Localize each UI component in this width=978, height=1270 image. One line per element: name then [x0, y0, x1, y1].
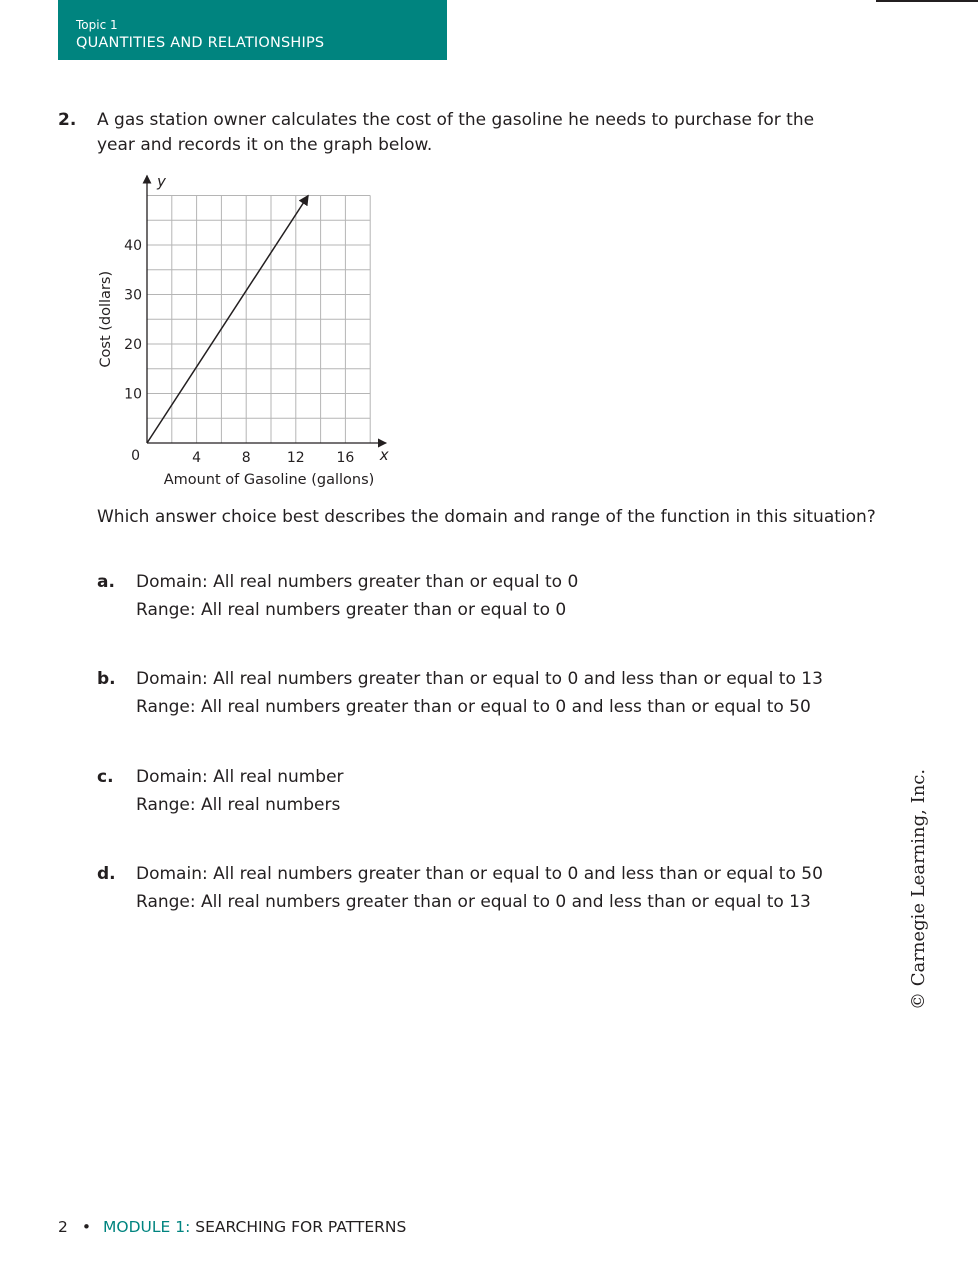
question-prompt: Which answer choice best describes the domain and range of the function in this situation? — [97, 507, 876, 527]
grid — [147, 196, 370, 444]
choice-domain: Domain: All real numbers greater than or equal to 0 and less than or equal to 13 — [136, 669, 823, 689]
topic-banner — [58, 0, 447, 60]
topic-label: Topic 1 — [76, 18, 118, 32]
choice-letter: b. — [97, 669, 116, 689]
footer — [58, 1218, 406, 1236]
choice-range: Range: All real numbers — [136, 794, 341, 815]
choice-domain: Domain: All real numbers greater than or equal to 0 and less than or equal to 50 — [136, 864, 823, 884]
topic-title: QUANTITIES AND RELATIONSHIPS — [76, 35, 325, 51]
y-tick-label: 40 — [124, 238, 142, 254]
origin-label: 0 — [131, 448, 140, 464]
y-tick-label: 30 — [124, 287, 142, 304]
x-tick-label: 12 — [286, 450, 305, 466]
x-axis-label: Amount of Gasoline (gallons) — [163, 472, 375, 488]
choice-range: Range: All real numbers greater than or equal to 0 and less than or equal to 50 — [136, 696, 811, 717]
x-tick-label: 16 — [336, 450, 355, 466]
choice-range: Range: All real numbers greater than or equal to 0 — [136, 599, 567, 620]
choice-domain: Domain: All real numbers greater than or equal to 0 — [136, 572, 579, 592]
x-tick-label: 8 — [241, 450, 251, 466]
module-title: SEARCHING FOR PATTERNS — [195, 1218, 407, 1236]
cost-graph — [90, 168, 410, 498]
choice-domain: Domain: All real number — [136, 767, 344, 787]
choice-letter: a. — [97, 572, 115, 592]
tick-labels — [124, 238, 354, 466]
module-label: MODULE 1: — [103, 1218, 191, 1236]
y-axis-label: Cost (dollars) — [98, 270, 114, 368]
page-number: 2 — [58, 1218, 68, 1236]
question-text: A gas station owner calculates the cost of the gasoline he needs to purchase for the year and records it on the graph below. — [97, 110, 815, 155]
y-tick-label: 10 — [124, 386, 142, 403]
y-axis-name: y — [157, 172, 166, 191]
choice-letter: c. — [97, 767, 114, 787]
x-axis-name: x — [379, 446, 389, 464]
y-tick-label: 20 — [124, 337, 142, 353]
x-tick-label: 4 — [192, 450, 202, 466]
copyright-notice: © Carnegie Learning, Inc. — [908, 768, 929, 1010]
choice-letter: d. — [97, 864, 116, 884]
footer-separator: • — [81, 1218, 92, 1236]
question-number: 2. — [58, 110, 77, 130]
choice-range: Range: All real numbers greater than or equal to 0 and less than or equal to 13 — [136, 891, 811, 912]
axes — [147, 176, 386, 444]
corner-rule — [876, 0, 978, 2]
